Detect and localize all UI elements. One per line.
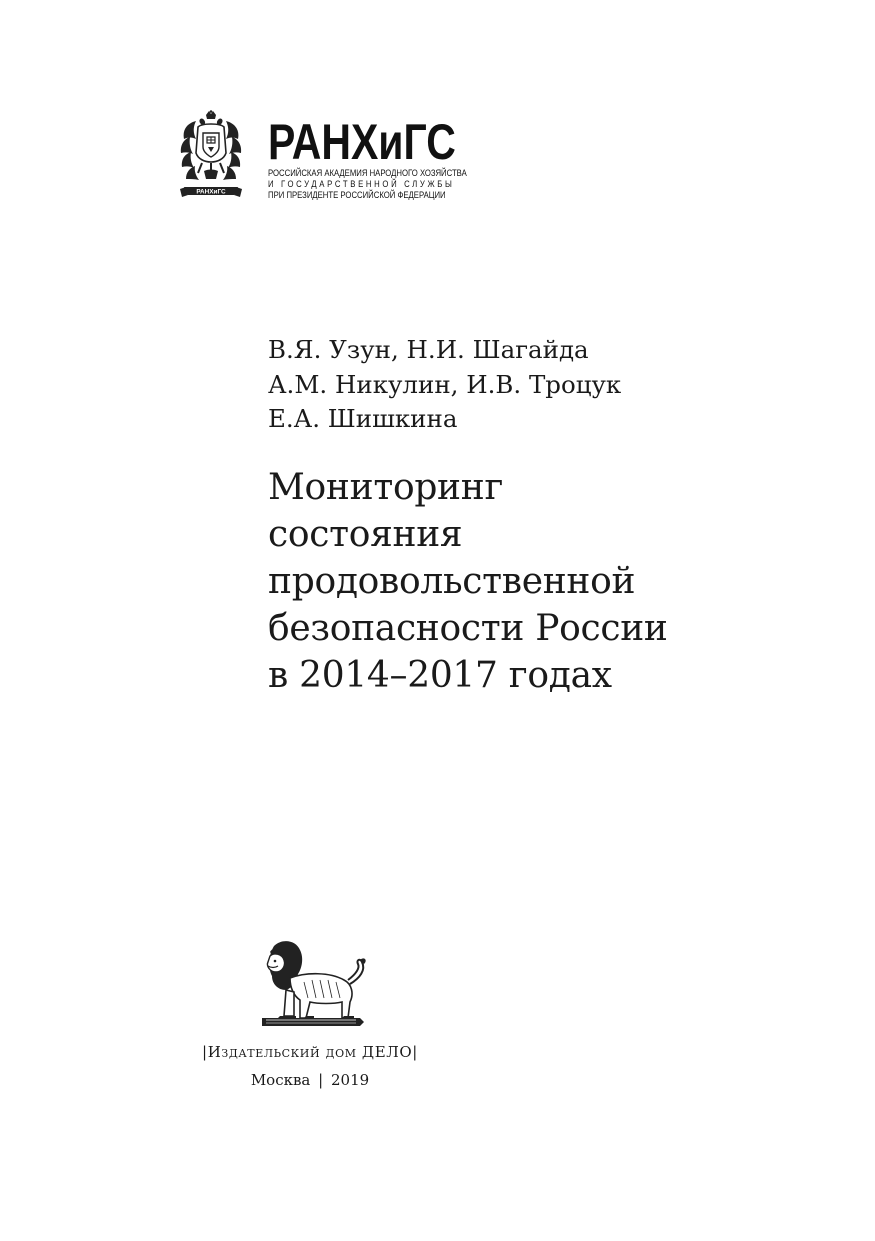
imprint	[160, 1070, 460, 1090]
book-title	[268, 464, 848, 699]
title-line: продовольственной	[268, 561, 636, 602]
title-line: Мониторинг	[268, 467, 504, 508]
double-headed-eagle-emblem-icon	[178, 109, 244, 203]
author-list	[268, 333, 828, 437]
brand-name: РАНХиГС	[268, 114, 456, 170]
brand-line-2: И ГОСУДАРСТВЕННОЙ СЛУЖБЫ	[268, 179, 455, 189]
title-line: в 2014–2017 годах	[268, 655, 612, 696]
imprint-city: Москва	[250, 1071, 311, 1089]
author-line: А.М. Никулин, И.В. Троцук	[268, 369, 622, 399]
emblem-ribbon-text: РАНХиГС	[196, 188, 226, 196]
publisher-name-text: Издательский дом ДЕЛО	[207, 1043, 413, 1061]
imprint-year: 2019	[331, 1071, 370, 1089]
author-line: В.Я. Узун, Н.И. Шагайда	[268, 335, 589, 364]
lion-on-book-icon	[256, 938, 372, 1032]
title-line: безопасности России	[268, 608, 668, 649]
publisher-bar-left: |	[202, 1043, 208, 1061]
publisher-bar-right: |	[412, 1043, 418, 1061]
imprint-separator: |	[318, 1071, 324, 1089]
brand-block	[268, 116, 482, 201]
brand-line-1: РОССИЙСКАЯ АКАДЕМИЯ НАРОДНОГО ХОЗЯЙСТВА	[268, 168, 467, 178]
brand-line-3: ПРИ ПРЕЗИДЕНТЕ РОССИЙСКОЙ ФЕДЕРАЦИИ	[268, 190, 446, 200]
title-line: состояния	[268, 514, 463, 555]
author-line: Е.А. Шишкина	[268, 404, 458, 433]
publisher-name	[160, 1042, 460, 1062]
